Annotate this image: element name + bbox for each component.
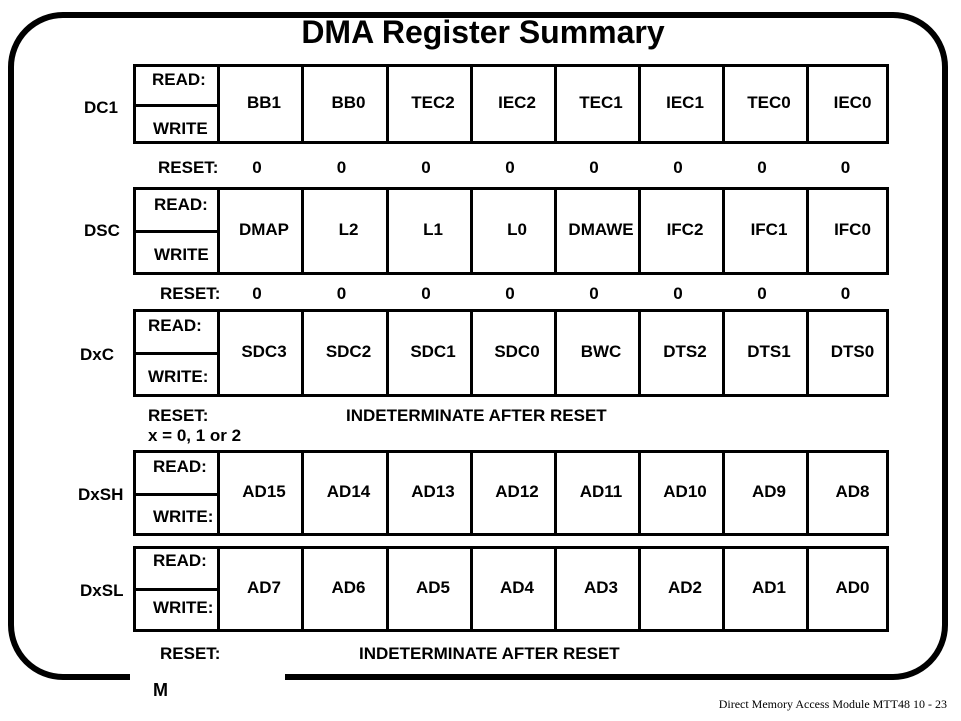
bit-divider xyxy=(386,67,389,141)
register-box-dxc xyxy=(133,309,889,397)
bit-dts0: DTS0 xyxy=(830,342,875,361)
read-label: READ: xyxy=(154,195,208,214)
bit-divider xyxy=(722,453,725,533)
register-box-dc1 xyxy=(133,64,889,144)
bit-divider xyxy=(554,453,557,533)
bit-sdc3: SDC3 xyxy=(241,342,287,361)
register-name-dc1: DC1 xyxy=(84,98,119,117)
register-box-dxsh xyxy=(133,450,889,536)
bit-ad11: AD11 xyxy=(579,482,623,501)
reset-value: 0 xyxy=(252,158,262,177)
reset-value: 0 xyxy=(673,284,683,303)
bit-dmap: DMAP xyxy=(238,220,290,239)
bit-sdc2: SDC2 xyxy=(325,342,372,361)
bit-bb1: BB1 xyxy=(246,93,282,112)
bit-divider xyxy=(638,67,641,141)
write-label: WRITE: xyxy=(153,598,214,617)
reset-label: RESET: xyxy=(148,406,209,425)
write-label: WRITE: xyxy=(148,367,209,386)
bit-dts1: DTS1 xyxy=(747,342,791,361)
bit-ad6: AD6 xyxy=(331,578,366,597)
bit-divider xyxy=(301,312,304,394)
read-label: READ: xyxy=(153,457,207,476)
bit-divider xyxy=(722,549,725,629)
read-label: READ: xyxy=(148,316,202,335)
reset-value: 0 xyxy=(336,284,347,303)
bit-ifc0: IFC0 xyxy=(834,220,871,239)
bit-ad4: AD4 xyxy=(499,578,535,597)
bit-divider xyxy=(554,312,557,394)
register-name-dxsl: DxSL xyxy=(80,581,124,600)
register-box-dxsl xyxy=(133,546,889,632)
reset-value: 0 xyxy=(757,284,767,303)
bit-divider xyxy=(386,312,389,394)
reset-value: 0 xyxy=(589,158,599,177)
bit-divider xyxy=(301,190,304,272)
bit-divider xyxy=(470,453,473,533)
bit-divider xyxy=(217,190,220,272)
bit-dts2: DTS2 xyxy=(663,342,707,361)
bit-divider xyxy=(386,549,389,629)
bit-ad7: AD7 xyxy=(246,578,282,597)
bit-l0: L0 xyxy=(507,220,527,239)
bit-divider xyxy=(470,190,473,272)
bit-sdc0: SDC0 xyxy=(494,342,540,361)
bit-divider xyxy=(554,190,557,272)
channel-note: x = 0, 1 or 2 xyxy=(148,426,242,445)
bit-divider xyxy=(638,549,641,629)
bit-ad14: AD14 xyxy=(326,482,371,501)
register-name-dsc: DSC xyxy=(84,221,120,240)
bit-iec0: IEC0 xyxy=(833,93,872,112)
write-label: WRITE xyxy=(153,119,208,138)
bit-ad8: AD8 xyxy=(835,482,870,501)
bit-l1: L1 xyxy=(423,220,443,239)
bit-ad3: AD3 xyxy=(583,578,619,597)
reset-indeterminate-dxc: INDETERMINATE AFTER RESET xyxy=(346,406,607,425)
reset-label: RESET: xyxy=(160,284,221,303)
bit-ad9: AD9 xyxy=(751,482,787,501)
reset-value: 0 xyxy=(840,158,851,177)
bit-ad15: AD15 xyxy=(242,482,286,501)
corner-mark: M xyxy=(153,680,168,700)
bit-l2: L2 xyxy=(338,220,359,239)
bit-iec2: IEC2 xyxy=(498,93,536,112)
bit-divider xyxy=(217,549,220,629)
page-title: DMA Register Summary xyxy=(301,14,665,50)
bit-divider xyxy=(470,67,473,141)
bit-divider xyxy=(806,549,809,629)
reset-value: 0 xyxy=(840,284,851,303)
bit-ad10: AD10 xyxy=(663,482,707,501)
bit-divider xyxy=(301,67,304,141)
bit-divider xyxy=(638,453,641,533)
bit-divider xyxy=(806,67,809,141)
bit-ifc2: IFC2 xyxy=(666,220,704,239)
bit-divider xyxy=(638,312,641,394)
bit-dmawe: DMAWE xyxy=(568,220,634,239)
bit-tec2: TEC2 xyxy=(411,93,455,112)
bit-ad5: AD5 xyxy=(415,578,451,597)
bit-ad1: AD1 xyxy=(751,578,787,597)
bit-divider xyxy=(638,190,641,272)
bit-divider xyxy=(386,190,389,272)
bit-ifc1: IFC1 xyxy=(750,220,788,239)
read-label: READ: xyxy=(152,70,206,89)
read-label: READ: xyxy=(153,551,207,570)
bit-divider xyxy=(806,190,809,272)
bit-divider xyxy=(554,549,557,629)
bit-divider xyxy=(470,549,473,629)
bit-divider xyxy=(217,67,220,141)
bit-divider xyxy=(722,190,725,272)
bit-divider xyxy=(806,453,809,533)
bit-bwc: BWC xyxy=(580,342,622,361)
reset-value: 0 xyxy=(421,158,431,177)
reset-indeterminate-dxsl: INDETERMINATE AFTER RESET xyxy=(359,644,620,663)
bit-divider xyxy=(554,67,557,141)
reset-value: 0 xyxy=(421,284,431,303)
bit-ad13: AD13 xyxy=(411,482,455,501)
bit-divider xyxy=(217,312,220,394)
reset-value: 0 xyxy=(252,284,262,303)
bit-divider xyxy=(386,453,389,533)
bit-tec0: TEC0 xyxy=(747,93,791,112)
register-name-dxsh: DxSH xyxy=(78,485,124,504)
bit-tec1: TEC1 xyxy=(579,93,623,112)
reset-value: 0 xyxy=(673,158,683,177)
bit-bb0: BB0 xyxy=(331,93,366,112)
footer-text: Direct Memory Access Module MTT48 10 - 23 xyxy=(718,697,947,711)
bit-divider xyxy=(301,549,304,629)
reset-label: RESET: xyxy=(158,158,219,177)
reset-value: 0 xyxy=(336,158,347,177)
bit-sdc1: SDC1 xyxy=(410,342,456,361)
reset-value: 0 xyxy=(757,158,767,177)
bit-divider xyxy=(301,453,304,533)
register-name-dxc: DxC xyxy=(80,345,115,364)
bit-divider xyxy=(722,67,725,141)
reset-value: 0 xyxy=(505,158,515,177)
write-label: WRITE xyxy=(154,245,209,264)
bit-divider xyxy=(806,312,809,394)
bit-divider xyxy=(217,453,220,533)
reset-label: RESET: xyxy=(160,644,221,663)
bit-iec1: IEC1 xyxy=(666,93,704,112)
bit-divider xyxy=(722,312,725,394)
write-label: WRITE: xyxy=(153,507,214,526)
reset-value: 0 xyxy=(505,284,515,303)
bit-divider xyxy=(470,312,473,394)
bit-ad12: AD12 xyxy=(495,482,539,501)
bit-ad0: AD0 xyxy=(835,578,870,597)
bit-ad2: AD2 xyxy=(667,578,703,597)
register-box-dsc xyxy=(133,187,889,275)
reset-value: 0 xyxy=(589,284,599,303)
